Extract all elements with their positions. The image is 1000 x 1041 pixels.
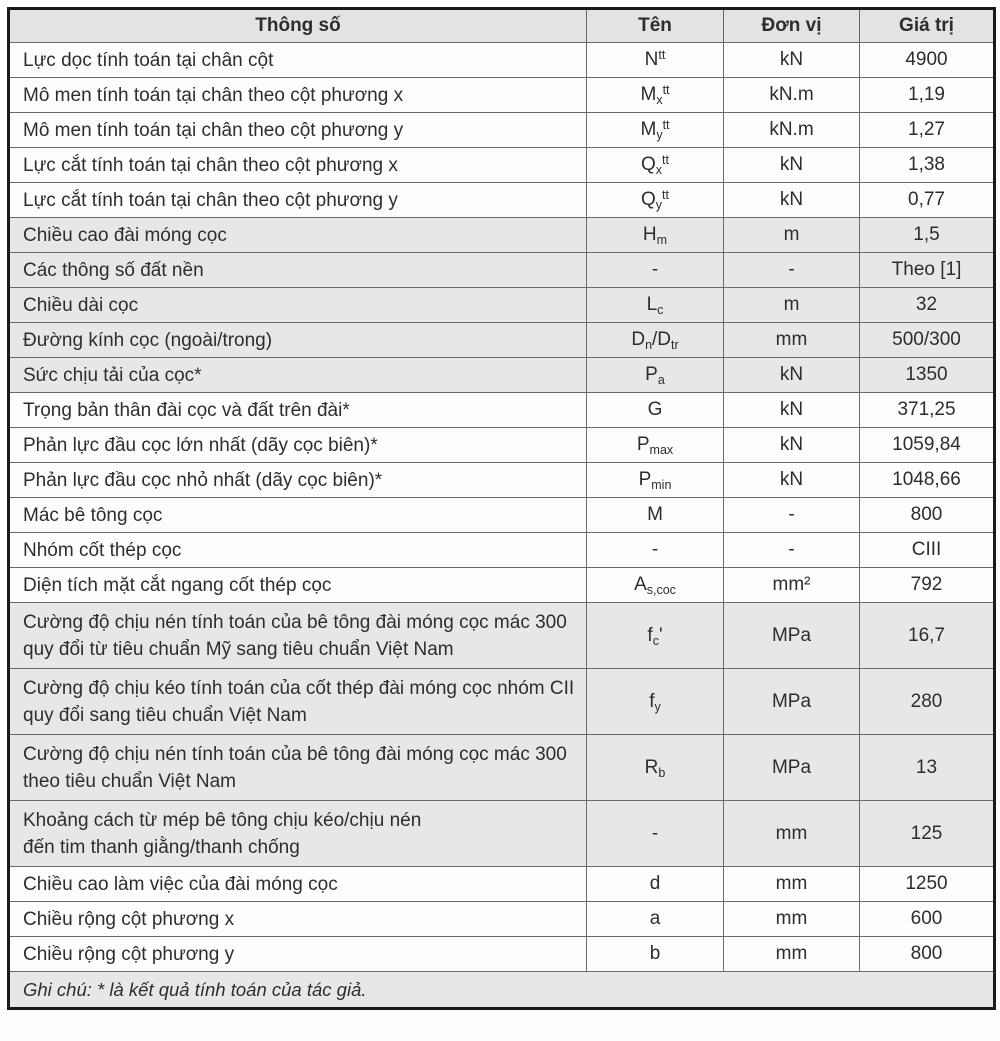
symbol-cell: $R_b$ bbox=[587, 735, 724, 801]
table-row bbox=[9, 533, 995, 568]
param-cell: Trọng bản thân đài cọc và đất trên đài* bbox=[9, 393, 587, 428]
param-cell: Cường độ chịu nén tính toán của bê tông đài móng cọc mác 300 theo tiêu chuẩn Việt Nam bbox=[9, 735, 587, 801]
value-cell: 4900 bbox=[860, 43, 995, 78]
table-row bbox=[9, 867, 995, 902]
table-body bbox=[9, 43, 995, 972]
param-cell: Phản lực đầu cọc lớn nhất (dãy cọc biên)* bbox=[9, 428, 587, 463]
table-row bbox=[9, 323, 995, 358]
symbol-cell: $P_{max}$ bbox=[587, 428, 724, 463]
unit-cell: kN.m bbox=[724, 78, 860, 113]
value-cell: 280 bbox=[860, 669, 995, 735]
value-cell: 1,19 bbox=[860, 78, 995, 113]
unit-cell: mm bbox=[724, 801, 860, 867]
table-row bbox=[9, 218, 995, 253]
param-cell: Chiều rộng cột phương x bbox=[9, 902, 587, 937]
symbol-cell: d bbox=[587, 867, 724, 902]
param-cell: Diện tích mặt cắt ngang cốt thép cọc bbox=[9, 568, 587, 603]
value-cell: 16,7 bbox=[860, 603, 995, 669]
value-cell: 1059,84 bbox=[860, 428, 995, 463]
unit-cell: m bbox=[724, 218, 860, 253]
unit-cell: kN bbox=[724, 358, 860, 393]
param-cell: Chiều dài cọc bbox=[9, 288, 587, 323]
table-row bbox=[9, 463, 995, 498]
table-row bbox=[9, 253, 995, 288]
column-header-parameter: Thông số bbox=[9, 9, 587, 43]
table-row bbox=[9, 669, 995, 735]
value-cell: 800 bbox=[860, 498, 995, 533]
param-cell: Đường kính cọc (ngoài/trong) bbox=[9, 323, 587, 358]
value-cell: 0,77 bbox=[860, 183, 995, 218]
param-cell: Lực cắt tính toán tại chân theo cột phương y bbox=[9, 183, 587, 218]
unit-cell: mm bbox=[724, 902, 860, 937]
symbol-cell: $M_y^{tt}$ bbox=[587, 113, 724, 148]
param-cell: Cường độ chịu kéo tính toán của cốt thép đài móng cọc nhóm CII quy đổi sang tiêu chuẩn Việt Nam bbox=[9, 669, 587, 735]
unit-cell: mm bbox=[724, 323, 860, 358]
table-row bbox=[9, 183, 995, 218]
table-row bbox=[9, 43, 995, 78]
symbol-cell: $N^{tt}$ bbox=[587, 43, 724, 78]
param-cell: Cường độ chịu nén tính toán của bê tông đài móng cọc mác 300 quy đổi từ tiêu chuẩn Mỹ sang tiêu chuẩn Việt Nam bbox=[9, 603, 587, 669]
param-cell: Các thông số đất nền bbox=[9, 253, 587, 288]
table-row bbox=[9, 603, 995, 669]
value-cell: 1048,66 bbox=[860, 463, 995, 498]
table-row bbox=[9, 568, 995, 603]
unit-cell: kN bbox=[724, 183, 860, 218]
symbol-cell: M bbox=[587, 498, 724, 533]
symbol-cell: $P_a$ bbox=[587, 358, 724, 393]
table-row bbox=[9, 358, 995, 393]
symbol-cell: $L_c$ bbox=[587, 288, 724, 323]
table-row bbox=[9, 148, 995, 183]
value-cell: CIII bbox=[860, 533, 995, 568]
table-row bbox=[9, 113, 995, 148]
param-cell: Lực dọc tính toán tại chân cột bbox=[9, 43, 587, 78]
table-row bbox=[9, 498, 995, 533]
unit-cell: - bbox=[724, 533, 860, 568]
symbol-cell: $A_{s,coc}$ bbox=[587, 568, 724, 603]
unit-cell: MPa bbox=[724, 735, 860, 801]
value-cell: 1,27 bbox=[860, 113, 995, 148]
value-cell: 792 bbox=[860, 568, 995, 603]
unit-cell: MPa bbox=[724, 603, 860, 669]
table-row bbox=[9, 735, 995, 801]
unit-cell: - bbox=[724, 253, 860, 288]
symbol-cell: $D_n/D_{tr}$ bbox=[587, 323, 724, 358]
unit-cell: kN bbox=[724, 393, 860, 428]
param-cell: Sức chịu tải của cọc* bbox=[9, 358, 587, 393]
table-row bbox=[9, 801, 995, 867]
value-cell: 371,25 bbox=[860, 393, 995, 428]
param-cell: Nhóm cốt thép cọc bbox=[9, 533, 587, 568]
unit-cell: kN bbox=[724, 43, 860, 78]
unit-cell: kN bbox=[724, 428, 860, 463]
unit-cell: - bbox=[724, 498, 860, 533]
param-cell: Chiều rộng cột phương y bbox=[9, 937, 587, 972]
symbol-cell: $P_{min}$ bbox=[587, 463, 724, 498]
column-header-value: Giá trị bbox=[860, 9, 995, 43]
symbol-cell: $Q_y^{tt}$ bbox=[587, 183, 724, 218]
column-header-unit: Đơn vị bbox=[724, 9, 860, 43]
symbol-cell: $H_m$ bbox=[587, 218, 724, 253]
value-cell: Theo [1] bbox=[860, 253, 995, 288]
value-cell: 1250 bbox=[860, 867, 995, 902]
table-row bbox=[9, 288, 995, 323]
value-cell: 500/300 bbox=[860, 323, 995, 358]
value-cell: 1,5 bbox=[860, 218, 995, 253]
param-cell: Chiều cao đài móng cọc bbox=[9, 218, 587, 253]
table-row bbox=[9, 428, 995, 463]
unit-cell: kN bbox=[724, 463, 860, 498]
symbol-cell: $M_x^{tt}$ bbox=[587, 78, 724, 113]
symbol-cell: $f_c'$ bbox=[587, 603, 724, 669]
table-row bbox=[9, 902, 995, 937]
value-cell: 125 bbox=[860, 801, 995, 867]
unit-cell: MPa bbox=[724, 669, 860, 735]
footer-note-row bbox=[9, 972, 995, 1009]
symbol-cell: - bbox=[587, 253, 724, 288]
value-cell: 13 bbox=[860, 735, 995, 801]
value-cell: 1350 bbox=[860, 358, 995, 393]
param-cell: Khoảng cách từ mép bê tông chịu kéo/chịu nén đến tim thanh giằng/thanh chống bbox=[9, 801, 587, 867]
unit-cell: m bbox=[724, 288, 860, 323]
value-cell: 600 bbox=[860, 902, 995, 937]
table-row bbox=[9, 937, 995, 972]
unit-cell: mm² bbox=[724, 568, 860, 603]
symbol-cell: b bbox=[587, 937, 724, 972]
header-row bbox=[9, 9, 995, 43]
param-cell: Mô men tính toán tại chân theo cột phương x bbox=[9, 78, 587, 113]
symbol-cell: $f_y$ bbox=[587, 669, 724, 735]
symbol-cell: - bbox=[587, 801, 724, 867]
value-cell: 1,38 bbox=[860, 148, 995, 183]
param-cell: Mô men tính toán tại chân theo cột phương y bbox=[9, 113, 587, 148]
symbol-cell: $Q_x^{tt}$ bbox=[587, 148, 724, 183]
param-cell: Phản lực đầu cọc nhỏ nhất (dãy cọc biên)* bbox=[9, 463, 587, 498]
parameters-table bbox=[7, 7, 996, 1010]
value-cell: 32 bbox=[860, 288, 995, 323]
param-cell: Chiều cao làm việc của đài móng cọc bbox=[9, 867, 587, 902]
column-header-name: Tên bbox=[587, 9, 724, 43]
table-row bbox=[9, 78, 995, 113]
unit-cell: kN bbox=[724, 148, 860, 183]
table-header bbox=[9, 9, 995, 43]
param-cell: Mác bê tông cọc bbox=[9, 498, 587, 533]
unit-cell: mm bbox=[724, 937, 860, 972]
symbol-cell: a bbox=[587, 902, 724, 937]
footer-note: Ghi chú: * là kết quả tính toán của tác giả. bbox=[9, 972, 995, 1009]
unit-cell: kN.m bbox=[724, 113, 860, 148]
table-row bbox=[9, 393, 995, 428]
symbol-cell: G bbox=[587, 393, 724, 428]
param-cell: Lực cắt tính toán tại chân theo cột phương x bbox=[9, 148, 587, 183]
unit-cell: mm bbox=[724, 867, 860, 902]
table-footer bbox=[9, 972, 995, 1009]
value-cell: 800 bbox=[860, 937, 995, 972]
symbol-cell: - bbox=[587, 533, 724, 568]
